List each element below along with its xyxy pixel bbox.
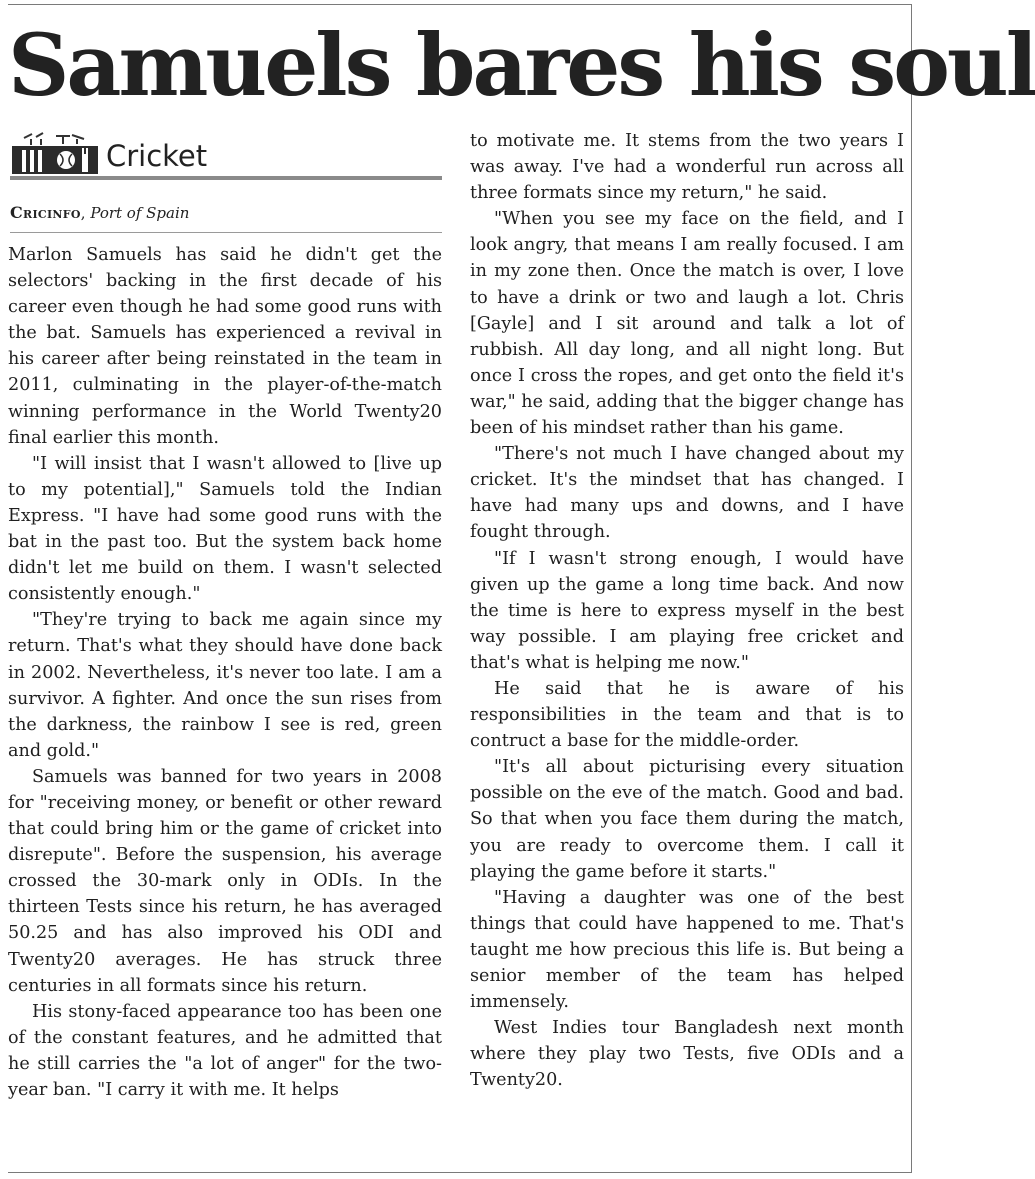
paragraph: "It's all about picturising every situation possible on the eve of the match. Good and bad. So that when you face them during the match, you are ready to overcome them. I call it playing the game before it starts.": [470, 757, 904, 882]
paragraph: "If I wasn't strong enough, I would have given up the game a long time back. And now the time is here to express myself in the best way possible. I am playing free cricket and that's what is helping me now.": [470, 548, 904, 673]
paragraph: His stony-faced appearance too has been one of the constant features, and he admitted that he still carries the "a lot of anger" for the two-year ban. "I carry it with me. It helps: [8, 1001, 442, 1100]
paragraph: Samuels was banned for two years in 2008 for "receiving money, or benefit or other reward that could bring him or the game of cricket into disrepute". Before the suspension, his average crossed the 30-mark only in ODIs. In the thirteen Tests since his return, he has averaged 50.25 and has also improved his ODI and Twenty20 averages. He has struck three centuries in all formats since his return.: [8, 766, 442, 996]
article-column-right: [470, 128, 904, 1093]
paragraph: "Having a daughter was one of the best things that could have happened to me. That's taught me how precious this life is. But being a senior member of the team has helped immensely.: [470, 887, 904, 1013]
byline-agency: Cricinfo: [10, 203, 81, 222]
paragraph: "They're trying to back me again since my return. That's what they should have done back in 2002. Nevertheless, it's never too late. I am a survivor. A fighter. And once the sun rises from the darkness, the rainbow I see is red, green and gold.": [8, 610, 442, 761]
paragraph: Marlon Samuels has said he didn't get the selectors' backing in the first decade of his career even though he had some good runs with the bat. Samuels has experienced a revival in his career after being reinstated in the team in 2011, culminating in the player-of-the-match winning performance in the World Twenty20 final earlier this month.: [8, 245, 442, 448]
section-header: [10, 130, 442, 180]
headline: Samuels bares his soul: [8, 16, 1035, 116]
right-border: [911, 4, 912, 1172]
article-column-left: [8, 242, 442, 1103]
paragraph: to motivate me. It stems from the two years I was away. I've had a wonderful run across all three formats since my return," he said.: [470, 131, 904, 204]
paragraph: He said that he is aware of his responsibilities in the team and that is to contruct a base for the middle-order.: [470, 678, 904, 752]
paragraph: "When you see my face on the field, and I look angry, that means I am really focused. I am in my zone then. Once the match is over, I love to have a drink or two and laugh a lot. Chris [Gayle] and I sit around and talk a lot of rubbish. All day long, and all night long. But once I cross the ropes, and get onto the field it's war," he said, adding that the bigger change has been of his mindset rather than his game.: [470, 209, 904, 439]
bottom-border: [8, 1172, 912, 1173]
cricket-section-icon: [10, 132, 100, 176]
paragraph: West Indies tour Bangladesh next month where they play two Tests, five ODIs and a Twenty20.: [470, 1018, 904, 1091]
top-border: [8, 4, 912, 5]
paragraph: "I will insist that I wasn't allowed to [live up to my potential]," Samuels told the Indian Express. "I have had some good runs with the bat in the past too. But the system back home didn't let me build on them. I wasn't selected consistently enough.": [8, 453, 442, 605]
section-label: Cricket: [106, 139, 208, 173]
paragraph: "There's not much I have changed about my cricket. It's the mindset that has changed. I have had many ups and downs, and I have fought through.: [470, 444, 904, 543]
byline-divider: [10, 232, 442, 233]
byline: [10, 202, 189, 224]
byline-separator: ,: [80, 204, 91, 222]
byline-location: Port of Spain: [90, 204, 190, 222]
section-divider: [10, 176, 442, 180]
